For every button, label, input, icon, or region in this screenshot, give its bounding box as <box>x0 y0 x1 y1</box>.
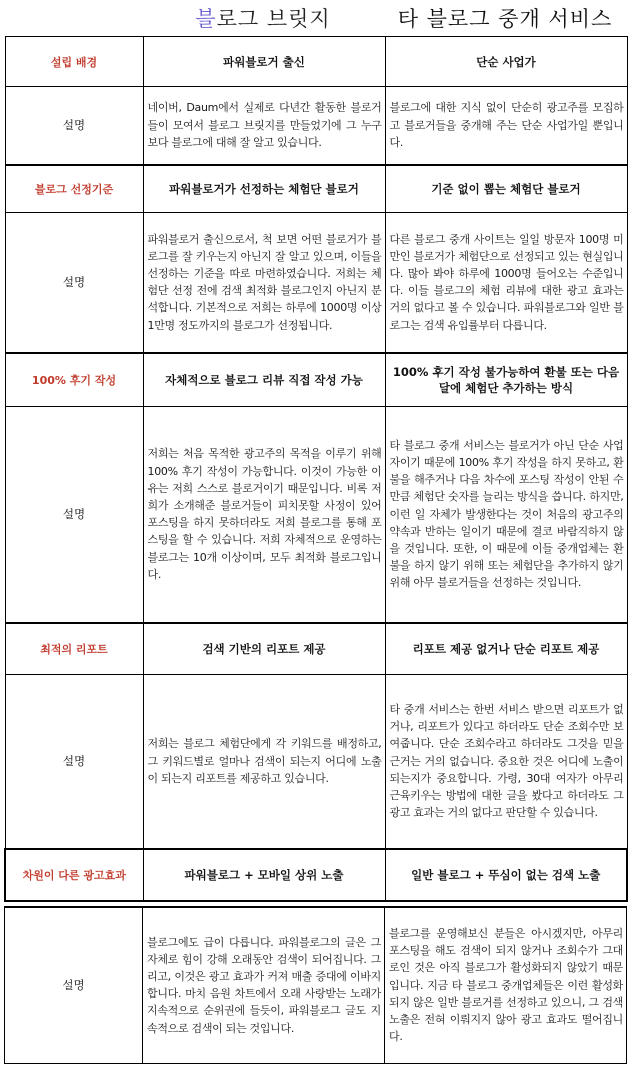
category-cell: 최적의 리포트 <box>5 623 143 675</box>
left-summary-cell: 파워블로거 출신 <box>143 37 385 87</box>
comparison-table <box>4 36 628 902</box>
left-summary-cell: 파워블로그 + 모바일 상위 노출 <box>143 849 385 901</box>
comparison-header <box>0 0 630 36</box>
right-summary-cell: 100% 후기 작성 불가능하여 환불 또는 다음달에 체험단 추가하는 방식 <box>385 353 627 407</box>
desc-label: 설명 <box>5 675 143 849</box>
summary-row-report <box>5 623 627 675</box>
right-desc-cell: 블로그를 운영해보신 분들은 아시겠지만, 아무리 포스팅을 해도 검색이 되지 않거나 조회수가 그대로인 것은 아직 블로그가 활성화되지 않았기 때문입니다. 지금 타 블로그 중개업체들은 이런 활성화되지 않은 일반 블로거를 선정하고 있으니, 그 검색 노출은 전혀 이뤄지지 않아 광고 효과도 떨어집니다. <box>385 907 627 1063</box>
desc-row-review <box>5 407 627 623</box>
category-cell: 블로그 선정기준 <box>5 165 143 213</box>
desc-row-ad-effect <box>5 907 627 1063</box>
left-summary-cell: 검색 기반의 리포트 제공 <box>143 623 385 675</box>
right-summary-cell: 단순 사업가 <box>385 37 627 87</box>
summary-row-review <box>5 353 627 407</box>
desc-row-report <box>5 675 627 849</box>
summary-row-founding <box>5 37 627 87</box>
desc-label: 설명 <box>5 87 143 165</box>
category-cell: 설립 배경 <box>5 37 143 87</box>
desc-row-selection <box>5 213 627 353</box>
right-desc-cell: 블로그에 대한 지식 없이 단순히 광고주를 모집하고 블로거들을 중개해 주는 단순 사업가일 뿐입니다. <box>385 87 627 165</box>
desc-label: 설명 <box>5 907 143 1063</box>
right-summary-cell: 리포트 제공 없거나 단순 리포트 제공 <box>385 623 627 675</box>
left-desc-cell: 네이버, Daum에서 실제로 다년간 활동한 블로거들이 모여서 블로그 브릿지를 만들었기에 그 누구보다 블로그에 대해 잘 알고 있습니다. <box>143 87 385 165</box>
right-summary-cell: 일반 블로그 + 뚜심이 없는 검색 노출 <box>385 849 627 901</box>
blog-bridge-title <box>143 0 383 36</box>
category-cell: 차원이 다른 광고효과 <box>5 849 143 901</box>
summary-row-ad-effect <box>5 849 627 901</box>
left-desc-cell: 블로그에도 급이 다릅니다. 파워블로그의 글은 그 자체로 힘이 강해 오래동안 검색이 되어집니다. 그리고, 이것은 광고 효과가 커져 매출 증대에 이바지합니다. 마치 음원 차트에서 오래 사랑받는 노래가 지속적으로 순위권에 들듯이, 파워블로그 글도 지속적으로 검색이 되는 것입니다. <box>143 907 385 1063</box>
desc-label: 설명 <box>5 213 143 353</box>
right-desc-cell: 타 블로그 중개 서비스는 블로거가 아닌 단순 사업자이기 때문에 100% 후기 작성을 하지 못하고, 환불을 해주거나 다음 차수에 포스팅 작성이 안된 수만큼 체험단 숫자를 늘리는 방식을 씁니다. 하지만, 이런 일 자체가 발생한다는 것이 처음의 광고주의 약속과 반하는 일이기 때문에 결코 바람직하지 않을 것입니다. 또한, 이 때문에 이들 중개업체는 환불을 하지 않기 위해 또는 체험단을 추가하지 않기 위해 아무 블로거들을 선정하는 것입니다. <box>385 407 627 623</box>
left-desc-cell: 파워블로거 출신으로서, 척 보면 어떤 블로거가 블로그를 잘 키우는지 아닌지 잘 알고 있으며, 이들을 선정하는 기준을 따로 마련하였습니다. 저희는 체험단 선정 전에 검색 최적화 블로그인지 아닌지 분석합니다. 기본적으로 저희는 하루에 1000명 이상 1만명 정도까지의 블로그가 선정됩니다. <box>143 213 385 353</box>
left-summary-cell: 자체적으로 블로그 리뷰 직접 작성 가능 <box>143 353 385 407</box>
title-first-letter: 블 <box>195 7 217 31</box>
other-service-title: 타 블로그 중개 서비스 <box>397 7 613 31</box>
left-desc-cell: 저희는 블로그 체험단에게 각 키워드를 배정하고, 그 키워드별로 얼마나 검색이 되는지 어디에 노출이 되는지 리포트를 제공하고 있습니다. <box>143 675 385 849</box>
category-cell: 100% 후기 작성 <box>5 353 143 407</box>
right-desc-cell: 다른 블로그 중개 사이트는 일일 방문자 100명 미만인 블로거가 체험단으로 선정되고 있는 현실입니다. 많아 봐야 하루에 1000명 들어오는 수준입니다. 이들 블로그의 체험 리뷰에 대한 광고 효과는 거의 없다고 볼 수 있습니다. 파워블로그와 일반 블로그는 검색 유입률부터 다릅니다. <box>385 213 627 353</box>
left-desc-cell: 저희는 처음 목적한 광고주의 목적을 이루기 위해 100% 후기 작성이 가능합니다. 이것이 가능한 이유는 저희 스스로 블로거이기 때문입니다. 비록 저희가 소개해준 블로거들이 피치못할 사정이 있어 포스팅을 하지 못하더라도 저희 블로그를 통해 포스팅을 할 수 있습니다. 저희 자체적으로 운영하는 블로그는 10개 이상이며, 모두 최적화 블로그입니다. <box>143 407 385 623</box>
right-desc-cell: 타 중개 서비스는 한번 서비스 받으면 리포트가 없거나, 리포트가 있다고 하더라도 단순 조회수만 보여줍니다. 단순 조회수라고 하더라도 그것을 믿을 근거는 거의 없습니다. 중요한 것은 어디에 노출이 되는지가 중요합니다. 가령, 30대 여자가 아무리 근육키우는 방법에 대한 글을 봤다고 하더라도 그 광고 효과는 거의 없다고 판단할 수 있습니다. <box>385 675 627 849</box>
desc-label: 설명 <box>5 407 143 623</box>
title-rest: 로그 브릿지 <box>216 7 331 31</box>
left-summary-cell: 파워블로거가 선정하는 체험단 블로거 <box>143 165 385 213</box>
summary-row-selection <box>5 165 627 213</box>
desc-row-founding <box>5 87 627 165</box>
ad-effect-detail-table <box>4 906 627 1064</box>
right-summary-cell: 기준 없이 뽑는 체험단 블로거 <box>385 165 627 213</box>
